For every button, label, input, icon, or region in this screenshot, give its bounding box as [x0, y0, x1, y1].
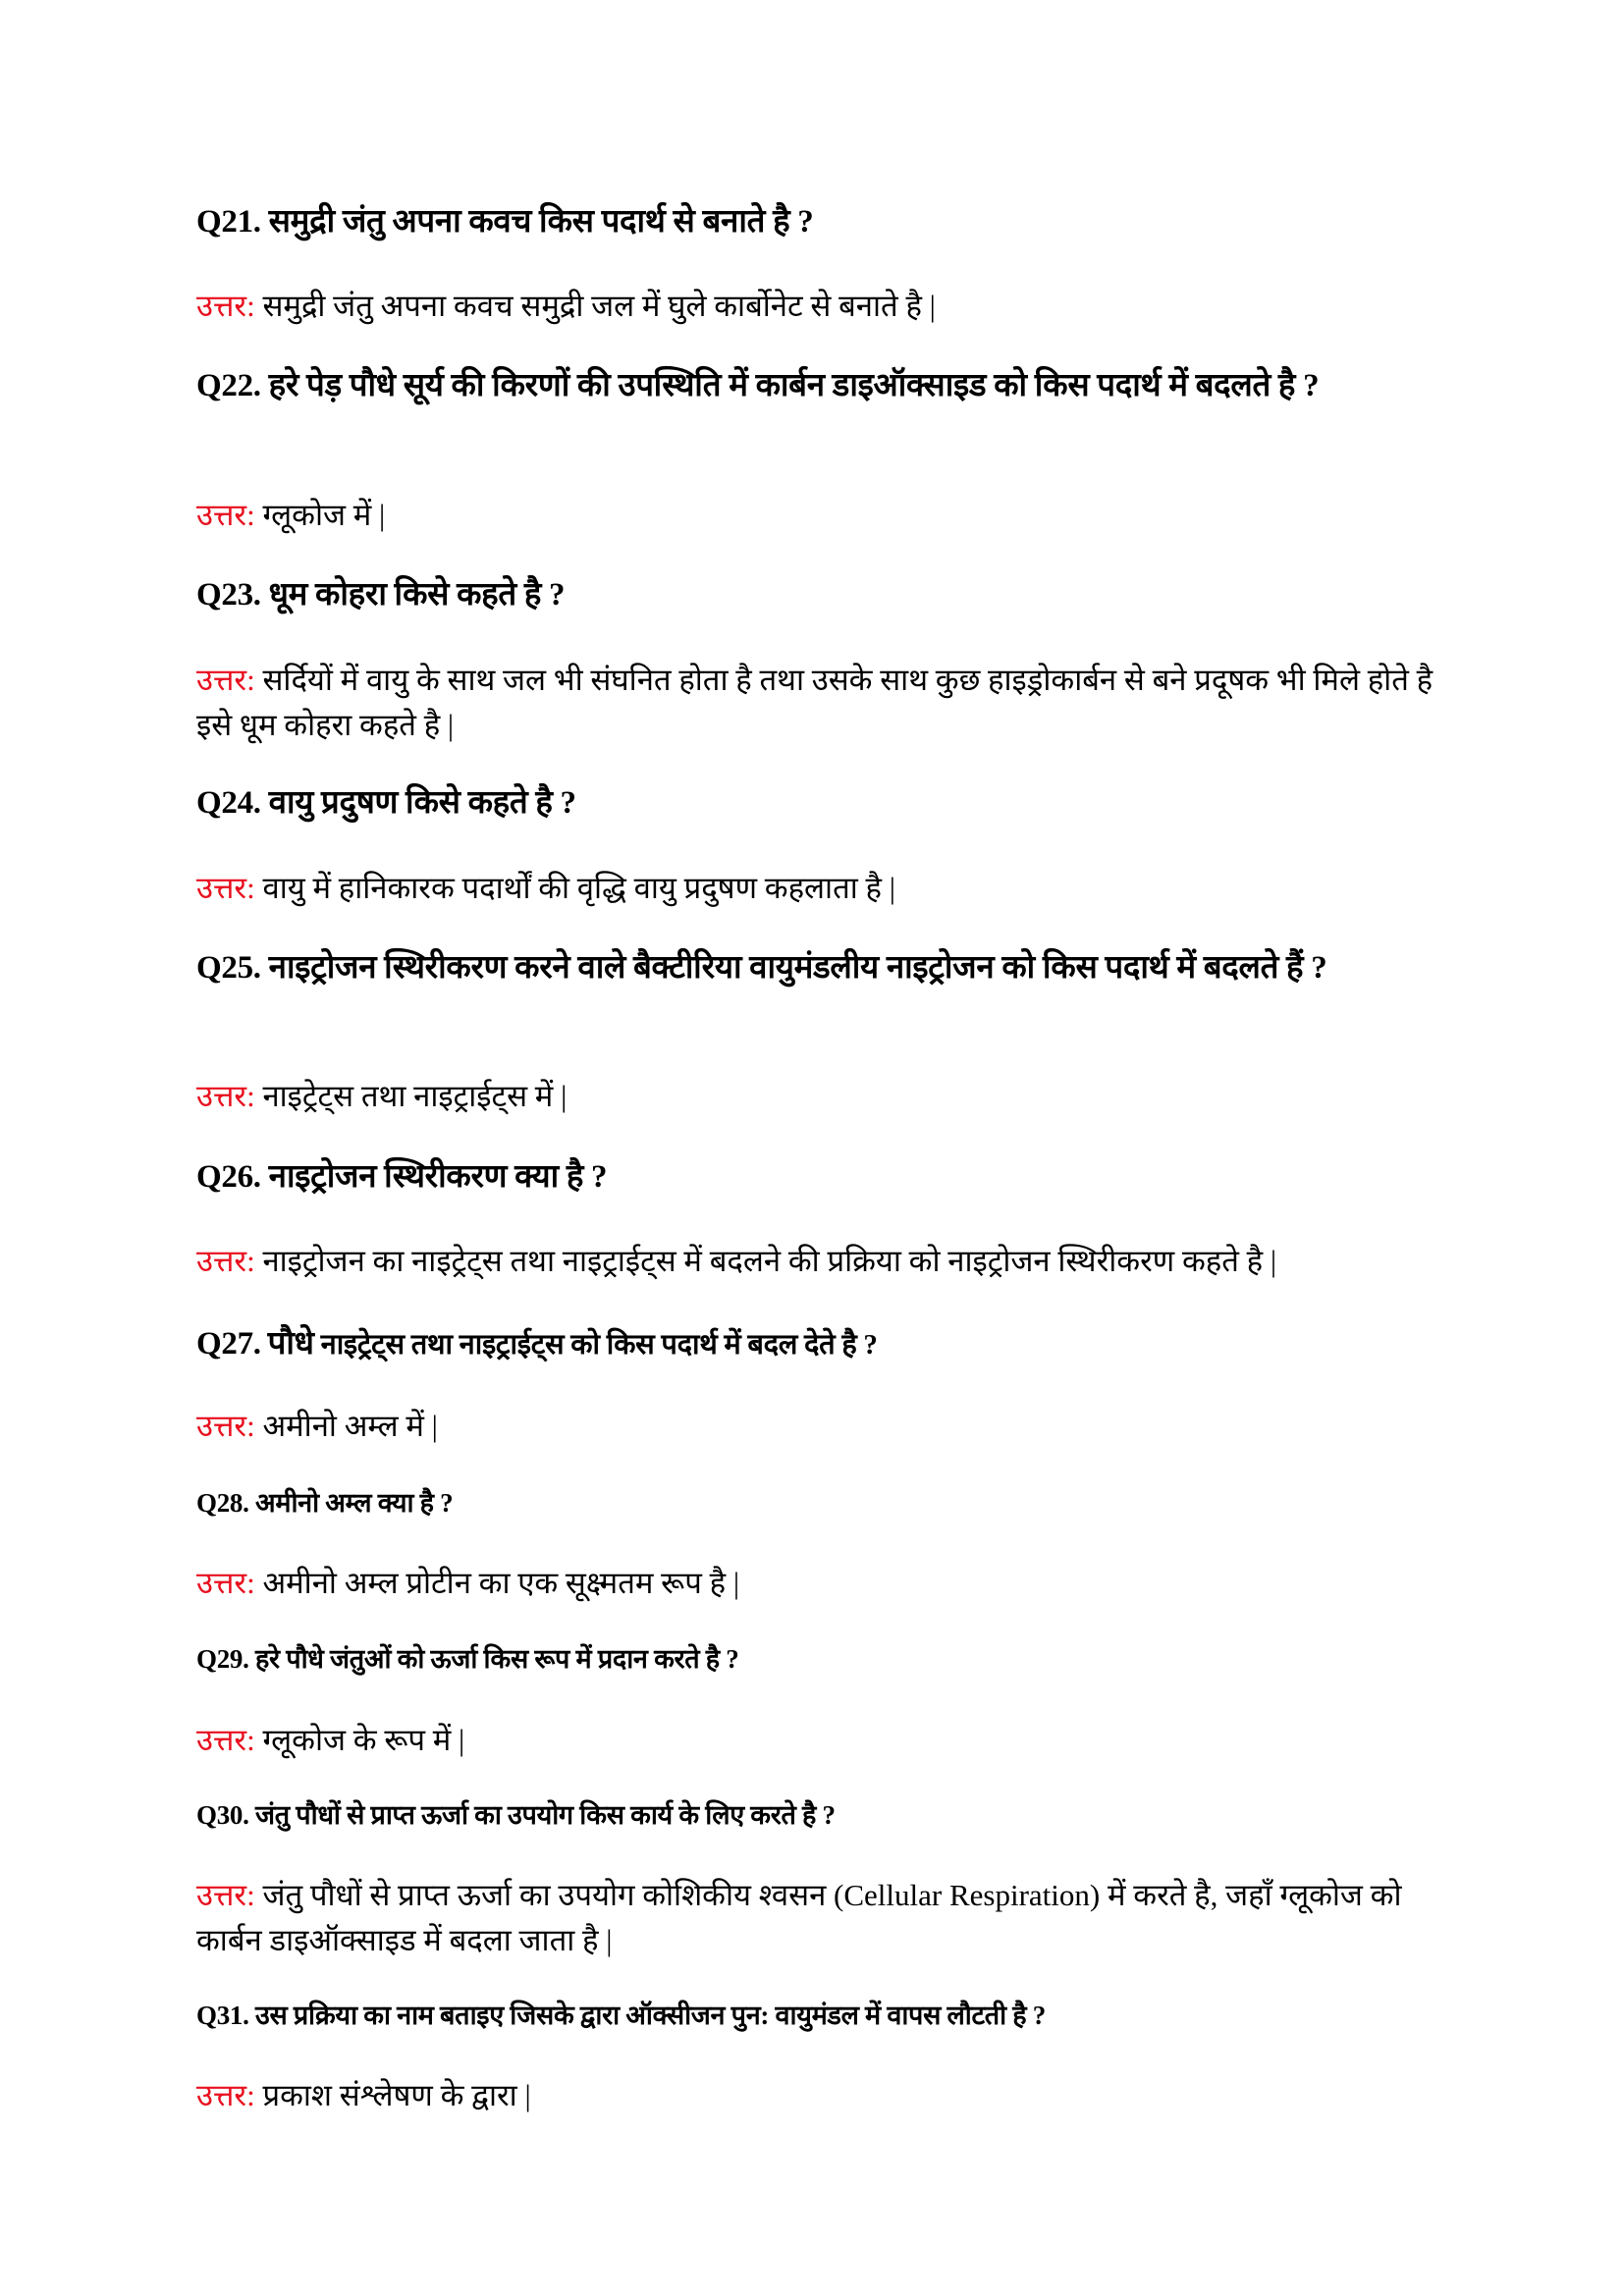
question-29	[196, 1636, 1434, 1682]
answer-label: उत्तर:	[196, 498, 255, 532]
answer-28	[196, 1561, 1434, 1606]
answer-text: ग्लूकोज में |	[262, 498, 386, 532]
question-number: Q28.	[196, 1488, 249, 1518]
question-text: हरे पेड़ पौधे सूर्य की किरणों की उपस्थिति में कार्बन डाइऑक्साइड को किस पदार्थ में बदलते है ?	[268, 368, 1320, 403]
answer-text: सर्दियों में वायु के साथ जल भी संघनित होता है तथा उसके साथ कुछ हाइड्रोकार्बन से बने प्रदूषक भी मिले होते है इसे धूम कोहरा कहते है |	[196, 663, 1434, 742]
answer-29	[196, 1718, 1434, 1763]
question-text: समुद्री जंतु अपना कवच किस पदार्थ से बनाते है ?	[268, 204, 814, 240]
answer-label: उत्तर:	[196, 1566, 255, 1600]
question-31	[196, 1993, 1434, 2038]
answer-27	[196, 1404, 1434, 1449]
answer-text: अमीनो अम्ल प्रोटीन का एक सूक्ष्मतम रूप है |	[262, 1566, 740, 1600]
question-28	[196, 1480, 1434, 1525]
question-text: धूम कोहरा किसे कहते है ?	[268, 577, 566, 613]
question-text: नाइट्रोजन स्थिरीकरण करने वाले बैक्टीरिया वायुमंडलीय नाइट्रोजन को किस पदार्थ में बदलते हैं ?	[268, 950, 1327, 986]
answer-label: उत्तर:	[196, 1244, 255, 1278]
question-text: नाइट्रेट्स तथा नाइट्राईट्स को किस पदार्थ में बदल देते है ?	[320, 1329, 878, 1361]
question-number: Q25.	[196, 950, 261, 986]
answer-26	[196, 1239, 1434, 1284]
answer-label: उत्तर:	[196, 289, 255, 323]
question-number: Q21.	[196, 204, 261, 240]
question-25	[196, 945, 1434, 990]
answer-text: अमीनो अम्ल में |	[262, 1409, 438, 1443]
answer-24	[196, 866, 1434, 911]
question-number: Q29.	[196, 1644, 249, 1674]
answer-label: उत्तर:	[196, 2078, 255, 2112]
question-text: हरे पौधे जंतुओं को ऊर्जा किस रूप में प्रदान करते है ?	[255, 1644, 739, 1674]
question-27	[196, 1321, 1434, 1367]
answer-label: उत्तर:	[196, 1723, 255, 1757]
question-22	[196, 363, 1434, 408]
answer-31	[196, 2073, 1434, 2118]
answer-text: वायु में हानिकारक पदार्थों की वृद्धि वायु प्रदुषण कहलाता है |	[262, 871, 895, 905]
answer-label: उत्तर:	[196, 1409, 255, 1443]
answer-text: जंतु पौधों से प्राप्त ऊर्जा का उपयोग कोशिकीय श्वसन (Cellular Respiration) में करते है, जहाँ ग्लूकोज को कार्बन डाइऑक्साइड में बदला जाता है |	[196, 1878, 1402, 1957]
answer-21	[196, 284, 1434, 329]
question-text: उस प्रक्रिया का नाम बताइए जिसके द्वारा ऑक्सीजन पुन: वायुमंडल में वापस लौटती है ?	[255, 2001, 1046, 2030]
answer-label: उत्तर:	[196, 1079, 255, 1113]
question-23	[196, 572, 1434, 617]
question-number: Q22.	[196, 368, 261, 403]
question-lead: पौधे	[267, 1326, 314, 1362]
answer-30	[196, 1873, 1434, 1963]
answer-label: उत्तर:	[196, 1878, 255, 1912]
answer-text: प्रकाश संश्लेषण के द्वारा |	[262, 2078, 531, 2112]
question-text: जंतु पौधों से प्राप्त ऊर्जा का उपयोग किस कार्य के लिए करते है ?	[255, 1800, 836, 1830]
question-number: Q24.	[196, 785, 261, 821]
question-number: Q31.	[196, 2001, 249, 2030]
question-number: Q23.	[196, 577, 261, 613]
question-number: Q30.	[196, 1800, 249, 1830]
answer-label: उत्तर:	[196, 871, 255, 905]
answer-text: समुद्री जंतु अपना कवच समुद्री जल में घुले कार्बोनेट से बनाते है |	[262, 289, 936, 323]
question-text: नाइट्रोजन स्थिरीकरण क्या है ?	[268, 1159, 608, 1195]
answer-22	[196, 493, 1434, 538]
answer-text: नाइट्रेट्स तथा नाइट्राईट्स में |	[262, 1079, 568, 1113]
question-text: अमीनो अम्ल क्या है ?	[255, 1488, 454, 1518]
question-30	[196, 1792, 1434, 1838]
answer-text: ग्लूकोज के रूप में |	[262, 1723, 465, 1757]
question-21	[196, 199, 1434, 244]
answer-23	[196, 658, 1434, 748]
question-number: Q27.	[196, 1326, 261, 1362]
answer-text: नाइट्रोजन का नाइट्रेट्स तथा नाइट्राईट्स में बदलने की प्रक्रिया को नाइट्रोजन स्थिरीकरण कहते है |	[262, 1244, 1277, 1278]
question-number: Q26.	[196, 1159, 261, 1195]
answer-25	[196, 1074, 1434, 1119]
question-26	[196, 1154, 1434, 1200]
question-text: वायु प्रदुषण किसे कहते है ?	[268, 785, 576, 821]
question-24	[196, 780, 1434, 826]
answer-label: उत्तर:	[196, 663, 255, 697]
